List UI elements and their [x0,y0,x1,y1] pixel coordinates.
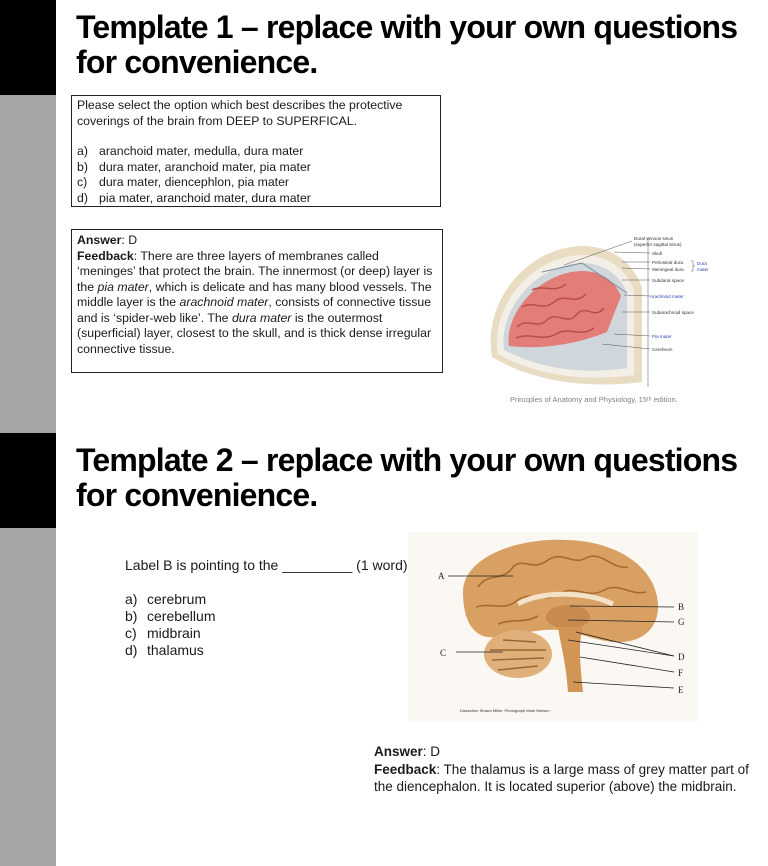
label-mater: mater [697,267,709,272]
question-stem: Please select the option which best describes the protective coverings of the brain from DEEP to SUPERFICAL. [77,98,403,128]
label-a: A [438,571,445,581]
option-text: cerebrum [147,591,207,607]
slide-title: Template 2 – replace with your own questions for convenience. [76,442,738,513]
slide-title: Template 1 – replace with your own questions for convenience. [76,9,738,80]
options-list [125,591,408,659]
options-list [77,144,435,206]
label-pia: Pia mater [652,334,672,339]
feedback-part: , which is delicate and has many blood vessels. The middle layer is the [77,279,432,309]
question-stem: Label B is pointing to the _________ (1 word) [125,557,408,573]
feedback-label: Feedback [374,761,437,777]
answer-block-2 [374,743,754,796]
option-letter: a) [125,591,138,607]
label-c: C [440,648,447,658]
option-text: dura mater, aranchoid mater, pia mater [99,159,311,174]
label-meningeal-dura: Meningeal dura [652,267,684,272]
label-subarachnoid: Subarachnoid space [652,310,694,315]
option-item [77,160,435,176]
answer-label: Answer [77,233,122,247]
label-skull: Skull [652,251,662,256]
side-bar-black [0,0,56,95]
option-letter: b) [125,608,138,624]
photo-credit: Dissection Shawn Miller, Photograph Mark Nielsen [460,708,550,713]
label-e: E [678,685,684,695]
option-item [125,642,408,659]
label-d: D [678,652,685,662]
option-letter: d) [125,642,138,658]
option-text: midbrain [147,625,201,641]
cerebellum-shape [484,630,552,678]
meninges-diagram [482,232,718,402]
feedback-body: : The thalamus is a large mass of grey matter part of the diencephalon. It is located superior (above) the midbrain. [374,761,749,794]
feedback-text [77,249,437,358]
option-letter: b) [77,159,88,174]
feedback-part: , consists of connective tissue and is ‘spider-web like’. The [77,295,432,325]
feedback-part: is the outermost (superficial) layer, closest to the skull, and is thick dense irregular connective tissue. [77,310,432,356]
label-venous-sinus: Dural venous sinus [634,236,674,241]
feedback-term: pia mater [97,279,149,294]
label-venous-sinus-2: (superior sagittal sinus) [634,242,682,247]
option-letter: d) [77,190,88,205]
feedback-text [374,761,754,796]
option-text: pia mater, aranchoid mater, dura mater [99,190,311,205]
option-letter: c) [77,175,88,189]
feedback-label: Feedback [77,248,134,263]
feedback-term: arachnoid mater [179,295,269,309]
label-b: B [678,602,685,612]
answer-value: : D [422,744,441,759]
dura-bracket [691,261,695,271]
side-bar-grey [0,95,56,433]
label-dura: Dura [697,261,707,266]
option-item [77,175,435,191]
option-text: thalamus [147,642,204,658]
side-bar-black [0,433,56,528]
label-g: G [678,617,685,627]
option-item [125,608,408,625]
figure-credit: Principles of Anatomy and Physiology, 15ᵗʰ edition. [510,395,678,404]
answer-line [77,233,437,249]
label-f: F [678,668,684,678]
option-item [77,144,435,160]
answer-label: Answer [374,744,423,759]
option-text: cerebellum [147,608,216,624]
side-bar-grey [0,528,56,866]
option-text: dura mater, diencephlon, pia mater [99,175,290,189]
answer-line [374,743,754,761]
option-text: aranchoid mater, medulla, dura mater [99,144,304,158]
answer-box [71,229,443,373]
brain-sagittal-photo [408,532,698,722]
option-letter: c) [125,625,137,641]
option-item [125,591,408,608]
feedback-term: dura mater [231,310,292,325]
label-arachnoid: Arachnoid mater [650,294,684,299]
question-box [71,95,441,207]
option-item [77,191,435,207]
option-item [125,625,408,642]
question-2 [125,557,408,659]
label-subdural: Subdural space [652,278,684,283]
feedback-part: : There are three layers of membranes called ‘meninges’ that protect the brain. The innermost (or deep) layer is the [77,248,433,294]
thalamus-region [546,605,590,629]
answer-value: : D [121,233,138,247]
label-cerebrum: Cerebrum [652,347,673,352]
label-periosteal-dura: Periosteal dura [652,260,683,265]
option-letter: a) [77,144,88,158]
